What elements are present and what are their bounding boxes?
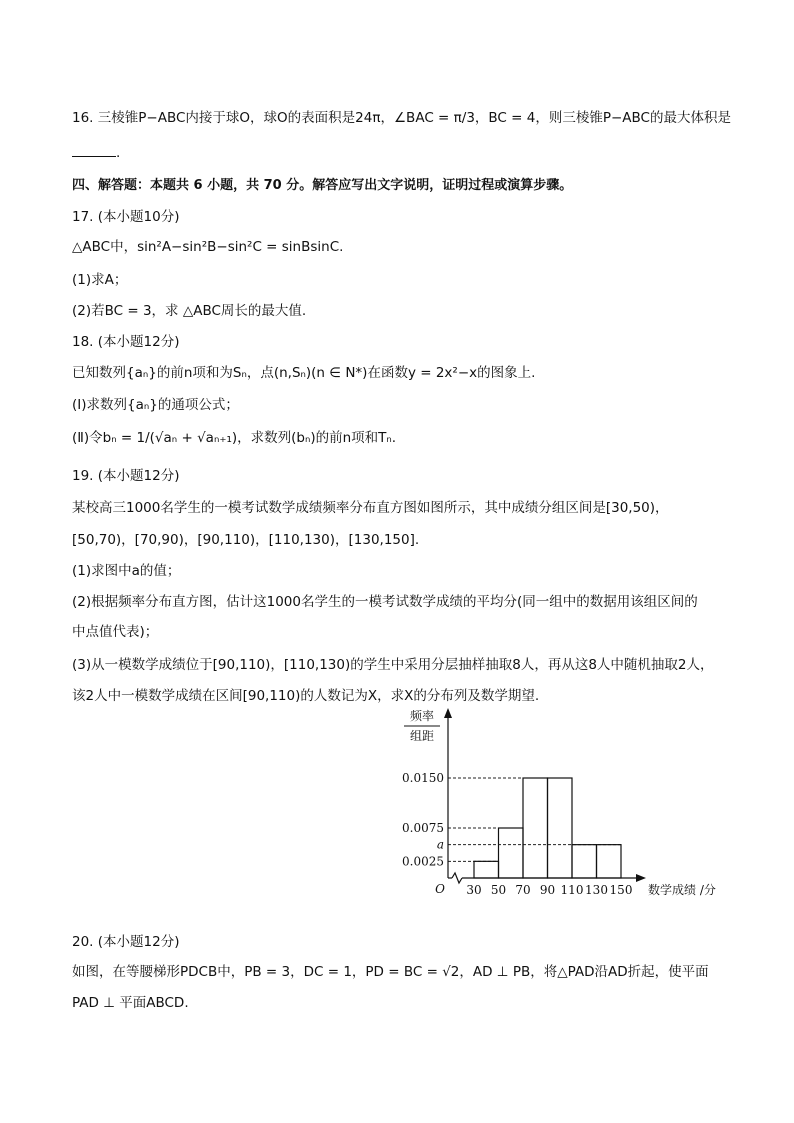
section-heading	[72, 176, 572, 196]
question-18-part-1: (Ⅰ)求数列{aₙ}的通项公式；	[72, 397, 239, 413]
question-19-part-3a: (3)从一模数学成绩位于[90,110)，[110,130)的学生中采用分层抽样抽取8人，再从这8人中随机抽取2人，	[72, 657, 714, 673]
question-20-line-2: PAD ⊥ 平面ABCD.	[72, 995, 189, 1011]
histogram-bar	[499, 828, 524, 878]
x-axis-label: 数学成绩 /分	[648, 883, 716, 897]
question-20-line-1: 如图，在等腰梯形PDCB中，PB = 3，DC = 1，PD = BC = √2，AD ⊥ PB，将△PAD沿AD折起，使平面	[72, 964, 709, 980]
x-tick-label: 50	[490, 883, 507, 897]
x-tick-label: 130	[585, 883, 608, 897]
question-19-line-1: 某校高三1000名学生的一模考试数学成绩频率分布直方图如图所示，其中成绩分组区间是[30,50)，	[72, 500, 669, 516]
x-tick-label: 70	[515, 883, 531, 897]
histogram-bar	[572, 845, 597, 878]
question-19-header: 19. (本小题12分)	[72, 468, 180, 484]
question-19-part-3b: 该2人中一模数学成绩在区间[90,110)的人数记为X，求X的分布列及数学期望.	[72, 688, 540, 704]
origin-label: O	[435, 882, 445, 896]
axis-break-mark	[452, 873, 462, 883]
question-17-part-1: (1)求A；	[72, 272, 128, 288]
question-19-part-1: (1)求图中a的值；	[72, 563, 181, 579]
histogram-bar	[474, 861, 499, 878]
histogram-bar	[597, 845, 622, 878]
question-20-header: 20. (本小题12分)	[72, 934, 180, 950]
question-19-line-2: [50,70)，[70,90)，[90,110)，[110,130)，[130,150].	[72, 532, 420, 548]
section-heading-text: 四、解答题：本题共 6 小题，共 70 分。解答应写出文字说明，证明过程或演算步骤。	[72, 178, 573, 193]
x-tick-label: 90	[539, 883, 556, 897]
y-axis-arrow	[444, 708, 452, 718]
y-tick-label: 0.0025	[402, 854, 444, 869]
question-18-given: 已知数列{aₙ}的前n项和为Sₙ，点(n,Sₙ)(n ∈ N*)在函数y = 2x²−x的图象上.	[72, 365, 536, 381]
y-tick-label: 0.0150	[402, 771, 444, 785]
question-17-given: △ABC中，sin²A−sin²B−sin²C = sinBsinC.	[72, 239, 344, 255]
histogram-bar	[548, 778, 573, 878]
question-19-part-2a: (2)根据频率分布直方图，估计这1000名学生的一模考试数学成绩的平均分(同一组中的数据用该组区间的	[72, 594, 698, 610]
histogram-bar	[523, 778, 548, 878]
question-16	[72, 108, 731, 128]
question-17-part-2: (2)若BC = 3，求 △ABC周长的最大值.	[72, 303, 307, 319]
y-tick-label: 0.0075	[402, 821, 444, 835]
question-17-header: 17. (本小题10分)	[72, 209, 180, 225]
y-axis-label-denominator: 组距	[409, 729, 435, 743]
x-tick-label: 30	[466, 883, 482, 897]
question-16-text: 16. 三棱锥P−ABC内接于球O，球O的表面积是24π，∠BAC = π/3，BC = 4，则三棱锥P−ABC的最大体积是	[72, 110, 731, 126]
question-19-part-2b: 中点值代表)；	[72, 624, 159, 640]
question-18-part-2: (Ⅱ)令bₙ = 1/(√aₙ + √aₙ₊₁)，求数列(bₙ)的前n项和Tₙ.	[72, 430, 397, 446]
x-tick-label: 110	[560, 883, 584, 897]
y-tick-label: a	[436, 837, 444, 852]
question-18-header: 18. (本小题12分)	[72, 334, 180, 350]
x-tick-label: 150	[609, 883, 633, 897]
frequency-histogram	[374, 702, 724, 902]
answer-blank	[72, 144, 116, 157]
answer-blank-period: .	[116, 145, 121, 161]
y-axis-label-numerator: 频率	[409, 709, 435, 723]
x-axis-arrow	[636, 874, 646, 882]
answer-blank-line	[72, 143, 120, 163]
